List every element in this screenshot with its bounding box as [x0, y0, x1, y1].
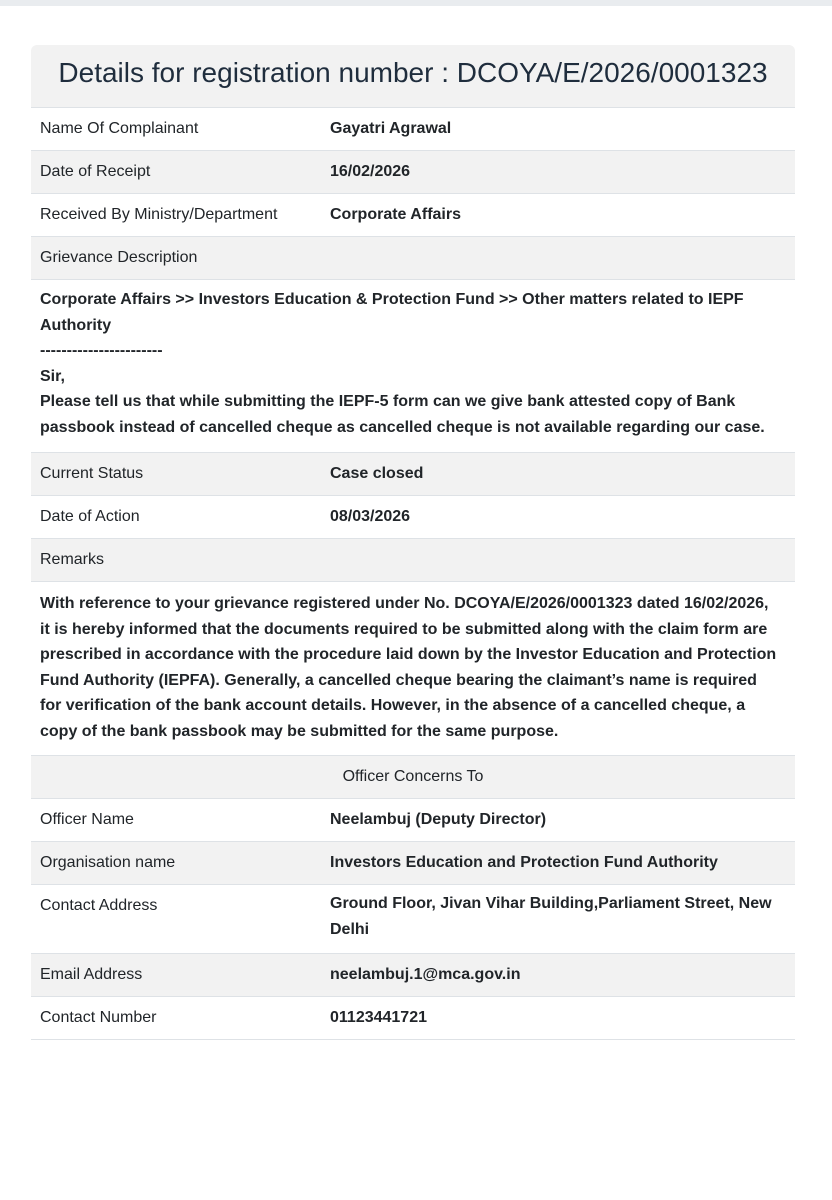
page-title: Details for registration number : DCOYA/E/2026/0001323: [31, 45, 795, 108]
ministry-label: Received By Ministry/Department: [40, 206, 278, 223]
description-category: Corporate Affairs >> Investors Education & Protection Fund >> Other matters related to IEPF Authority: [40, 291, 744, 334]
contact-address-value: Ground Floor, Jivan Vihar Building,Parliament Street, New Delhi: [330, 895, 772, 938]
row-date-of-action: [31, 496, 795, 539]
row-ministry: [31, 194, 795, 237]
row-contact-address: [31, 885, 795, 954]
row-officer-section: [31, 756, 795, 799]
row-complainant-name: [31, 108, 795, 151]
email-label: Email Address: [40, 966, 143, 983]
row-organisation: [31, 842, 795, 885]
officer-name-label: Officer Name: [40, 811, 134, 828]
contact-number-value: 01123441721: [330, 1009, 427, 1026]
row-email: [31, 954, 795, 997]
grievance-details-card: [31, 45, 795, 1040]
contact-address-label: Contact Address: [40, 897, 158, 914]
contact-number-label: Contact Number: [40, 1009, 157, 1026]
officer-section-label: Officer Concerns To: [342, 768, 484, 785]
complainant-name-label: Name Of Complainant: [40, 120, 199, 137]
description-salutation: Sir,: [40, 367, 65, 385]
organisation-label: Organisation name: [40, 854, 176, 871]
row-officer-name: [31, 799, 795, 842]
description-separator: -----------------------: [40, 342, 163, 359]
email-value: neelambuj.1@mca.gov.in: [330, 966, 521, 983]
date-of-action-value: 08/03/2026: [330, 508, 411, 525]
date-of-action-label: Date of Action: [40, 508, 140, 525]
remarks-text: With reference to your grievance registered under No. DCOYA/E/2026/0001323 dated 16/02/2026, it is hereby informed that the documents required to be submitted along with the claim form are prescribed in accordance with the procedure laid down by the Investor Education and Protection Fund Authority (IEPFA). Generally, a cancelled cheque bearing the claimant’s name is required for verification of the bank account details. However, in the absence of a cancelled cheque, a copy of the bank passbook may be submitted for the same purpose.: [31, 582, 795, 756]
current-status-value: Case closed: [330, 465, 424, 482]
complainant-name-value: Gayatri Agrawal: [330, 120, 452, 137]
date-of-receipt-value: 16/02/2026: [330, 163, 411, 180]
row-remarks: [31, 539, 795, 582]
description-body: Please tell us that while submitting the IEPF-5 form can we give bank attested copy of Bank passbook instead of cancelled cheque as cancelled cheque is not available regarding our case.: [40, 393, 765, 436]
row-grievance-description: [31, 237, 795, 280]
top-bar: [0, 0, 832, 6]
row-contact-number: [31, 997, 795, 1040]
remarks-label: Remarks: [40, 551, 105, 568]
row-current-status: [31, 453, 795, 496]
row-date-of-receipt: [31, 151, 795, 194]
organisation-value: Investors Education and Protection Fund Authority: [330, 854, 718, 871]
grievance-description-label: Grievance Description: [40, 249, 198, 266]
current-status-label: Current Status: [40, 465, 144, 482]
ministry-value: Corporate Affairs: [330, 206, 461, 223]
officer-name-value: Neelambuj (Deputy Director): [330, 811, 547, 828]
grievance-description-text: [31, 280, 795, 453]
date-of-receipt-label: Date of Receipt: [40, 163, 151, 180]
